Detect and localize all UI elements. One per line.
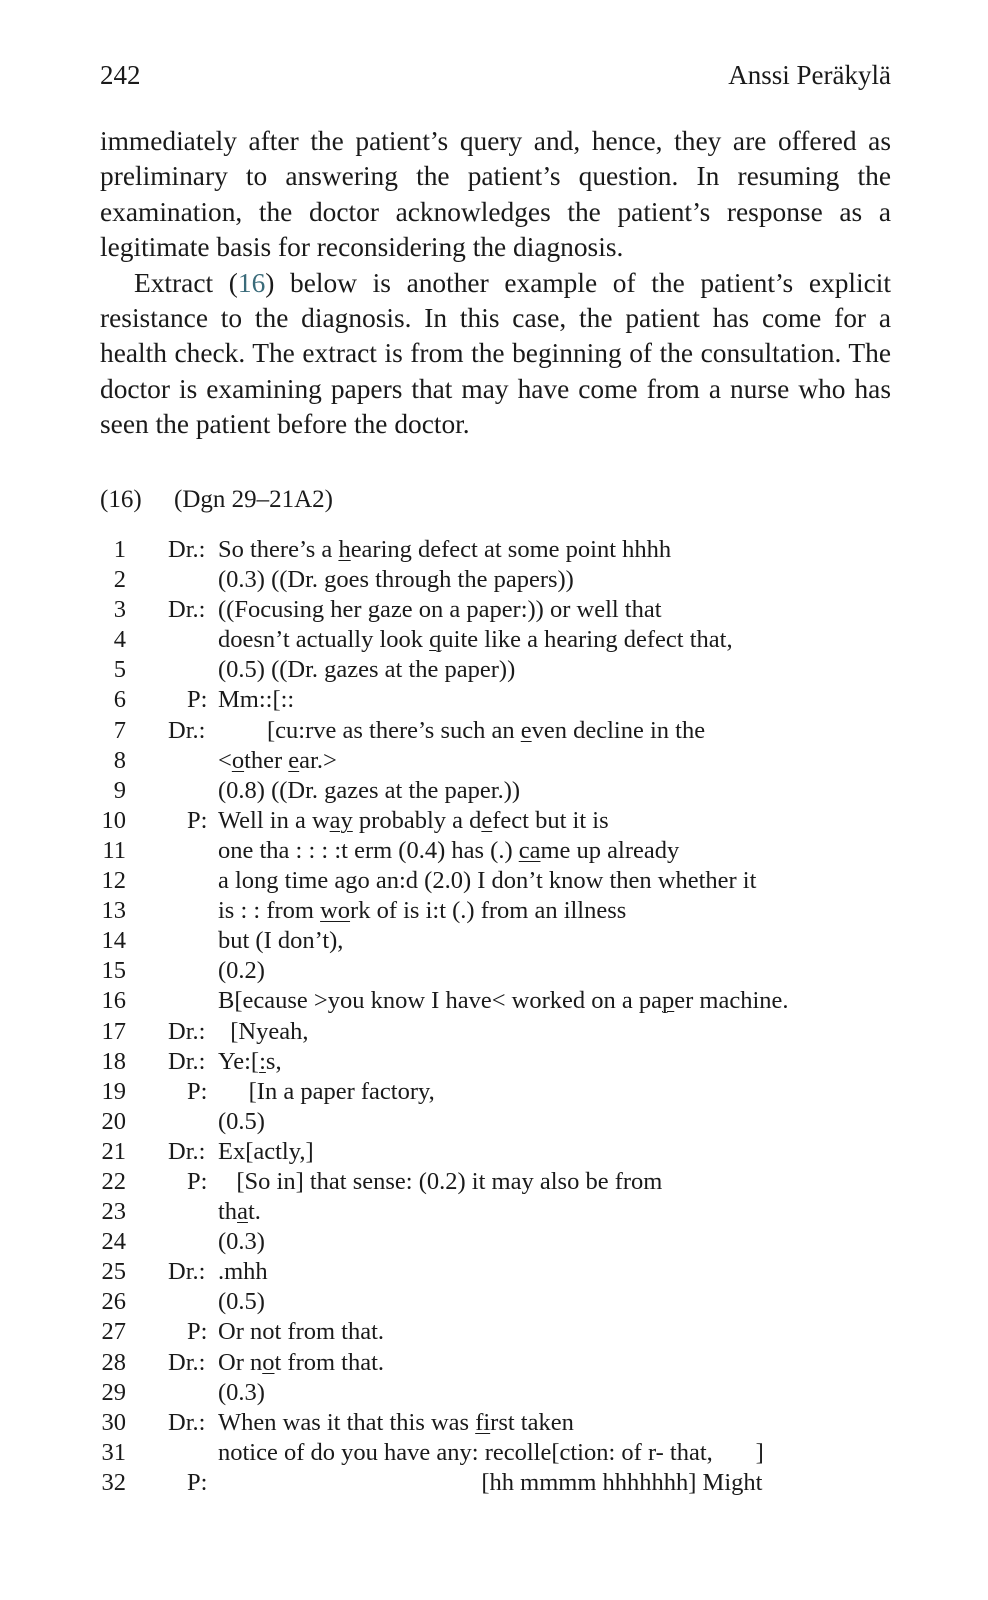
utterance	[218, 987, 789, 1015]
utterance-segment: When was it that this was	[218, 1408, 476, 1436]
stressed-segment: :	[259, 1047, 266, 1075]
speaker-label: Dr.:	[168, 1137, 206, 1165]
speaker-label: P:	[187, 1167, 208, 1195]
line-number: 1	[113, 536, 126, 563]
utterance-segment: Ex[actly,]	[218, 1137, 314, 1165]
stressed-segment: wo	[320, 897, 351, 925]
line-number: 4	[113, 626, 126, 654]
utterance	[218, 957, 265, 985]
stressed-segment: h	[338, 536, 351, 563]
body-text	[100, 124, 891, 443]
transcript-line	[100, 1198, 900, 1228]
speaker-label: Dr.:	[168, 1348, 206, 1376]
utterance	[218, 536, 671, 564]
speaker-label: Dr.:	[168, 1047, 206, 1075]
line-number: 30	[101, 1408, 126, 1436]
utterance	[218, 807, 609, 835]
transcript-line	[100, 867, 900, 897]
utterance-segment: ar.>	[299, 746, 337, 774]
utterance-segment: B[ecause >you know I have< worked on a pa	[218, 987, 662, 1015]
utterance	[218, 1349, 384, 1377]
utterance-segment: probably a d	[352, 806, 482, 834]
transcript-line	[100, 1018, 900, 1048]
utterance-segment: fect but it is	[492, 806, 609, 834]
utterance-segment: (0.3) ((Dr. goes through the papers))	[218, 566, 574, 594]
utterance-segment: Or n	[218, 1348, 263, 1376]
transcript-line	[100, 596, 900, 626]
speaker-label: Dr.:	[168, 1017, 206, 1045]
stressed-segment: ca	[518, 836, 541, 864]
utterance	[218, 837, 679, 865]
extract-reference-link[interactable]: 16	[237, 267, 266, 298]
running-head-author: Anssi Peräkylä	[728, 60, 891, 90]
utterance-segment: [cu:rve as there’s such an	[218, 716, 521, 744]
utterance-segment: So there’s a	[218, 536, 339, 563]
utterance-segment: th	[218, 1198, 238, 1226]
speaker-label: P:	[187, 1318, 208, 1346]
utterance-segment: [So in] that sense: (0.2) it may also be from	[218, 1167, 663, 1195]
utterance-segment: (0.5)	[218, 1107, 265, 1135]
speaker-label: P:	[187, 1077, 208, 1105]
utterance-segment: er machine.	[674, 987, 789, 1015]
utterance	[218, 1168, 662, 1196]
line-number: 12	[101, 867, 126, 895]
line-number: 2	[113, 566, 126, 594]
speaker-label: P:	[187, 686, 208, 714]
utterance	[218, 1379, 265, 1407]
utterance	[218, 777, 520, 805]
page-header	[100, 60, 891, 100]
utterance-segment: is : : from	[218, 897, 321, 925]
line-number: 23	[101, 1198, 126, 1226]
transcript-line	[100, 777, 900, 807]
utterance-segment: a long time ago an:d (2.0) I don’t know then whether it	[218, 867, 757, 895]
line-number: 13	[101, 897, 126, 925]
stressed-segment: e	[288, 746, 300, 774]
utterance-segment: [In a paper factory,	[218, 1077, 435, 1105]
line-number: 20	[101, 1107, 126, 1135]
utterance-segment: [hh mmmm hhhhhhh] Might	[218, 1468, 763, 1496]
stressed-segment: o	[231, 746, 245, 774]
line-number: 10	[101, 806, 126, 834]
utterance-segment: one tha : : : :t erm (0.4) has (.)	[218, 836, 519, 864]
paragraph	[100, 266, 891, 443]
utterance	[218, 897, 626, 925]
transcript-line	[100, 837, 900, 867]
utterance	[218, 1228, 265, 1256]
transcript	[100, 536, 900, 1499]
utterance-segment: .mhh	[218, 1258, 268, 1286]
transcript-line	[100, 686, 900, 716]
utterance-segment: (0.3)	[218, 1228, 265, 1256]
stressed-segment: p	[662, 987, 675, 1015]
utterance-segment: Well in a w	[218, 806, 330, 834]
paragraph-text: Extract (	[134, 267, 238, 298]
transcript-line	[100, 957, 900, 987]
utterance-segment: (0.2)	[218, 957, 265, 985]
speaker-label: Dr.:	[168, 1408, 206, 1436]
utterance	[218, 1018, 308, 1046]
utterance-segment: Or not from that.	[218, 1318, 385, 1346]
transcript-line	[100, 1288, 900, 1318]
transcript-line	[100, 1108, 900, 1138]
utterance	[218, 1469, 762, 1497]
line-number: 21	[101, 1137, 126, 1165]
utterance-segment: (0.5) ((Dr. gazes at the paper))	[218, 656, 516, 684]
utterance-segment: rk of is i:t (.) from an illness	[350, 897, 627, 925]
line-number: 22	[101, 1167, 126, 1195]
utterance-segment: ((Focusing her gaze on a paper:)) or well that	[218, 596, 662, 624]
transcript-line	[100, 1138, 900, 1168]
line-number: 26	[101, 1288, 126, 1316]
utterance	[218, 1198, 261, 1226]
utterance-segment: earing defect at some point hhhh	[350, 536, 672, 563]
transcript-line	[100, 1318, 900, 1348]
utterance-segment: doesn’t actually look	[218, 626, 430, 654]
line-number: 24	[101, 1228, 126, 1256]
utterance-segment: Ye:[	[218, 1047, 260, 1075]
transcript-line	[100, 1168, 900, 1198]
stressed-segment: e	[520, 716, 532, 744]
utterance	[218, 626, 733, 654]
line-number: 11	[102, 836, 126, 864]
line-number: 15	[101, 957, 126, 985]
utterance	[218, 1048, 282, 1076]
utterance	[218, 1258, 268, 1286]
utterance-segment: uite like a hearing defect that,	[441, 626, 733, 654]
stressed-segment: a	[237, 1198, 248, 1226]
page-number: 242	[100, 60, 141, 90]
transcript-line	[100, 1258, 900, 1288]
transcript-line	[100, 1409, 900, 1439]
utterance-segment: ven decline in the	[531, 716, 706, 744]
utterance	[218, 566, 574, 594]
speaker-label: Dr.:	[168, 596, 206, 624]
utterance-segment: (0.5)	[218, 1288, 265, 1316]
utterance	[218, 1409, 574, 1437]
line-number: 14	[101, 927, 126, 955]
line-number: 9	[113, 776, 126, 804]
utterance	[218, 717, 705, 745]
utterance	[218, 656, 515, 684]
transcript-line	[100, 1048, 900, 1078]
utterance-segment: s,	[265, 1047, 282, 1075]
utterance	[218, 927, 343, 955]
transcript-line	[100, 987, 900, 1017]
stressed-segment: ay	[329, 806, 353, 834]
utterance	[218, 1288, 265, 1316]
utterance	[218, 1318, 384, 1346]
transcript-line	[100, 927, 900, 957]
line-number: 6	[113, 686, 126, 714]
line-number: 8	[113, 746, 126, 774]
utterance	[218, 1138, 314, 1166]
extract-number: (16)	[100, 486, 142, 513]
utterance-segment: <	[218, 746, 232, 774]
speaker-label: P:	[187, 806, 208, 834]
transcript-line	[100, 536, 900, 566]
transcript-line	[100, 1379, 900, 1409]
utterance-segment: rst taken	[490, 1408, 574, 1436]
speaker-label: Dr.:	[168, 1258, 206, 1286]
transcript-line	[100, 1228, 900, 1258]
utterance-segment: ther	[244, 746, 289, 774]
stressed-segment: e	[481, 806, 493, 834]
utterance	[218, 1108, 265, 1136]
utterance-segment: (0.8) ((Dr. gazes at the paper.))	[218, 776, 521, 804]
stressed-segment: o	[262, 1348, 275, 1376]
utterance-segment: notice of do you have any: recolle[ction: of r- that, ]	[218, 1438, 764, 1466]
line-number: 27	[101, 1318, 126, 1346]
line-number: 3	[113, 596, 126, 624]
utterance	[218, 686, 294, 714]
extract-source: (Dgn 29–21A2)	[174, 486, 334, 513]
transcript-line	[100, 747, 900, 777]
transcript-line	[100, 807, 900, 837]
line-number: 32	[101, 1468, 126, 1496]
transcript-line	[100, 1439, 900, 1469]
transcript-line	[100, 566, 900, 596]
transcript-line	[100, 897, 900, 927]
transcript-line	[100, 1349, 900, 1379]
paragraph-text: ) below is another example of the patient’s explicit resistance to the diagnosis. In this case, the patient has come for a health check. The extract is from the beginning of the consultation. The doctor is examining papers that may have come from a nurse who has seen the patient before the doctor.	[100, 267, 892, 440]
line-number: 18	[101, 1047, 126, 1075]
transcript-line	[100, 656, 900, 686]
line-number: 28	[101, 1348, 126, 1376]
stressed-segment: fi	[475, 1408, 491, 1436]
utterance-segment: but (I don’t),	[218, 927, 344, 955]
line-number: 7	[113, 716, 126, 744]
transcript-line	[100, 1469, 900, 1499]
speaker-label: Dr.:	[168, 716, 206, 744]
line-number: 5	[113, 656, 126, 684]
utterance	[218, 1439, 764, 1467]
transcript-line	[100, 626, 900, 656]
stressed-segment: q	[429, 626, 442, 654]
line-number: 17	[101, 1017, 126, 1045]
utterance	[218, 596, 662, 624]
utterance	[218, 1078, 435, 1106]
utterance-segment: (0.3)	[218, 1378, 265, 1406]
utterance-segment: t.	[247, 1198, 261, 1226]
paragraph: immediately after the patient’s query and, hence, they are offered as preliminary to answering the patient’s question. In resuming the examination, the doctor acknowledges the patient’s response as a legitimate basis for reconsidering the diagnosis.	[100, 126, 891, 263]
utterance	[218, 867, 756, 895]
line-number: 29	[101, 1378, 126, 1406]
utterance-segment: Mm::[::	[218, 686, 295, 714]
speaker-label: Dr.:	[168, 536, 206, 563]
transcript-line	[100, 1078, 900, 1108]
line-number: 19	[101, 1077, 126, 1105]
speaker-label: P:	[187, 1468, 208, 1496]
utterance-segment: t from that.	[274, 1348, 385, 1376]
line-number: 31	[101, 1438, 126, 1466]
line-number: 25	[101, 1258, 126, 1286]
utterance-segment: [Nyeah,	[218, 1017, 309, 1045]
line-number: 16	[101, 987, 126, 1015]
transcript-line	[100, 717, 900, 747]
utterance-segment: me up already	[540, 836, 680, 864]
utterance	[218, 747, 337, 775]
